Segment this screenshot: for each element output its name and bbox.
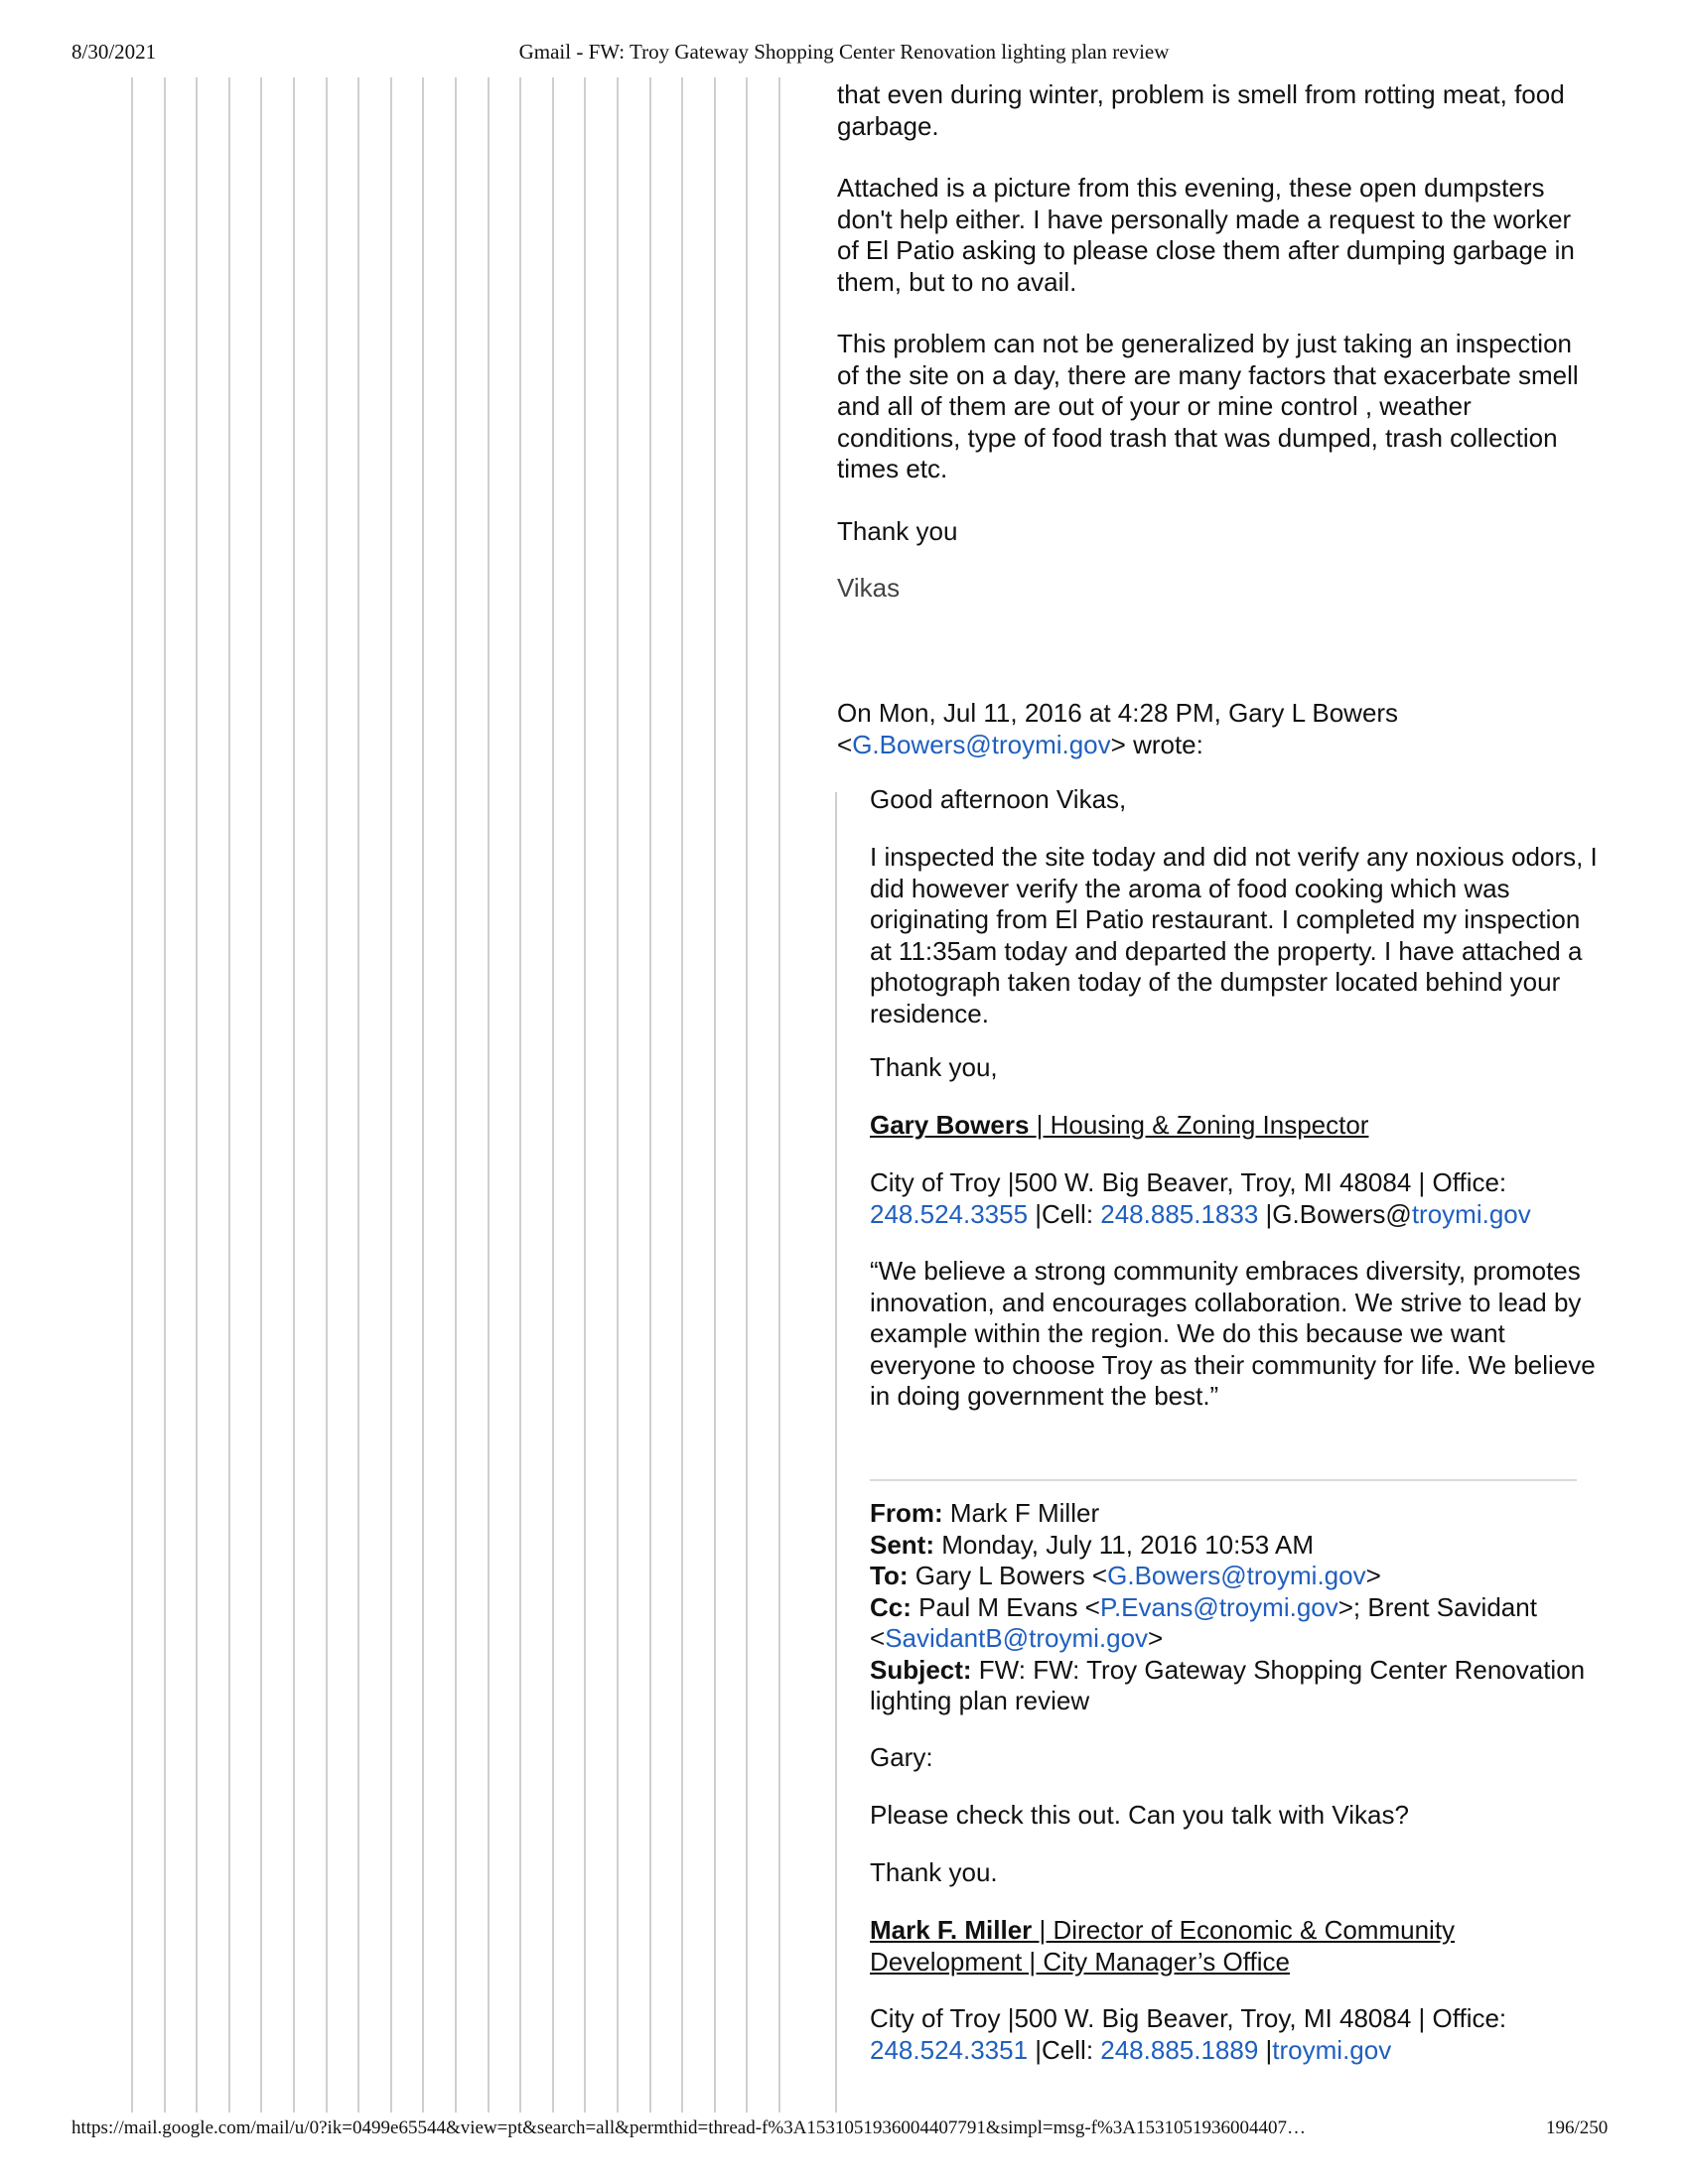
quote-indent-rule [617,77,619,2113]
quote-indent-rule [584,77,586,2113]
quote-indent-rule [293,77,295,2113]
subject-value: FW: FW: Troy Gateway Shopping Center Renovation lighting plan review [870,1654,1586,1715]
quote-indent-rule [326,77,328,2113]
reply-signature: Vikas [837,573,901,603]
quote-indent-rule [552,77,554,2113]
to-value: Gary L Bowers < [908,1561,1108,1590]
bowers-contact [870,1167,1605,1230]
print-page-number: 196/250 [1546,2117,1609,2138]
miller-office-phone-link[interactable]: 248.524.3351 [870,2034,1029,2065]
sent-label: Sent: [870,1529,934,1560]
quote-indent-rule [357,77,359,2113]
from-value: Mark F Miller [942,1498,1100,1528]
forwarded-headers [870,1498,1605,1717]
quote-indent-rule [746,77,748,2113]
quote-indent-rule [196,77,198,2113]
cc-email-link-evans[interactable]: P.Evans@troymi.gov [1099,1591,1338,1622]
miller-body: Please check this out. Can you talk with Vikas? [870,1800,1409,1830]
reply-paragraph-3: This problem can not be generalized by just taking an inspection of the site on a day, there are many factors that exacerbate smell and all of them are out of your or mine control , weather conditions, type of food trash that was dumped, trash collection times etc. [837,329,1579,483]
bowers-signature-name: Gary Bowers [870,1110,1037,1140]
forwarded-from [870,1498,1605,1530]
miller-signature [870,1915,1505,1978]
reply-paragraph-1: that even during winter, problem is smell from rotting meat, food garbage. [837,79,1565,141]
miller-greeting: Gary: [870,1742,933,1772]
cc-label: Cc: [870,1591,912,1622]
quote-attribution-email-link[interactable]: G.Bowers@troymi.gov [852,729,1111,759]
quote-indent-rule [260,77,262,2113]
quote-indent-rule [778,77,780,2113]
quote-indent-rule [649,77,651,2113]
quote-indent-rule [681,77,683,2113]
cc-email-link-savidant[interactable]: SavidantB@troymi.gov [885,1623,1149,1653]
miller-cell-phone-link[interactable]: 248.885.1889 [1100,2034,1259,2065]
forwarded-to [870,1561,1605,1592]
print-url: https://mail.google.com/mail/u/0?ik=0499e65544&view=pt&search=all&permthid=thread-f%3A1531051936004407791&simpl=msg-f%3A1531051936004407… [71,2117,1307,2138]
bowers-cell-label: |Cell: [1028,1198,1101,1229]
miller-address: City of Troy |500 W. Big Beaver, Troy, MI 48084 | Office: [870,2003,1507,2033]
forwarded-subject [870,1655,1605,1717]
bowers-address: City of Troy |500 W. Big Beaver, Troy, MI 48084 | Office: [870,1167,1507,1197]
miller-cell-label: |Cell: [1028,2034,1101,2065]
reply-paragraph-2: Attached is a picture from this evening, these open dumpsters don't help either. I have personally made a request to the worker of El Patio asking to please close them after dumping garbage in them, but to no avail. [837,173,1575,297]
quote-attribution-suffix: > wrote: [1110,729,1203,759]
bowers-signature-title: | Housing & Zoning Inspector [1036,1110,1369,1140]
bowers-office-phone-link[interactable]: 248.524.3355 [870,1198,1029,1229]
forwarded-cc [870,1592,1605,1655]
to-label: To: [870,1561,909,1590]
miller-thanks: Thank you. [870,1857,998,1887]
print-date: 8/30/2021 [71,40,157,64]
miller-contact [870,2003,1605,2066]
reply-thanks: Thank you [837,516,958,546]
miller-site-link[interactable]: troymi.gov [1272,2034,1392,2065]
bowers-greeting: Good afternoon Vikas, [870,784,1127,814]
subject-label: Subject: [870,1654,972,1685]
bowers-motto: “We believe a strong community embraces diversity, promotes innovation, and encourages collaboration. We strive to lead by example within the region. We do this because we want everyone to choose Troy as their community for life. We believe in doing government the best.” [870,1256,1596,1411]
quote-indent-rule [228,77,230,2113]
quote-indent-rule [519,77,521,2113]
cc-end: > [1148,1623,1164,1653]
to-end: > [1365,1561,1381,1590]
bowers-thanks: Thank you, [870,1052,998,1082]
bowers-signature [870,1110,1605,1142]
quote-indent-rule [422,77,424,2113]
miller-site-prefix: | [1258,2034,1273,2065]
message-divider [870,1479,1577,1481]
quote-indent-rule [488,77,490,2113]
quote-indent-rule [390,77,392,2113]
quote-attribution-prefix: On Mon, Jul 11, 2016 at 4:28 PM, Gary L Bowers < [837,698,1399,759]
quote-indent-rule [131,77,133,2113]
to-email-link[interactable]: G.Bowers@troymi.gov [1107,1561,1366,1590]
quote-attribution [837,698,1592,760]
bowers-cell-phone-link[interactable]: 248.885.1833 [1100,1198,1259,1229]
miller-signature-title: | Director of Economic & Community Development | City Manager’s Office [870,1915,1456,1977]
print-title: Gmail - FW: Troy Gateway Shopping Center Renovation lighting plan review [518,40,1170,64]
miller-signature-name: Mark F. Miller [870,1915,1040,1945]
bowers-email-prefix: |G.Bowers@ [1258,1198,1412,1229]
forwarded-sent [870,1530,1605,1562]
inner-quote-rule [835,792,837,2113]
from-label: From: [870,1498,943,1528]
quote-indent-rule [164,77,166,2113]
cc-value: Paul M Evans < [911,1591,1100,1622]
cc-mid: >; Brent Savidant < [870,1591,1537,1653]
quote-indent-rule [455,77,457,2113]
bowers-domain-link[interactable]: troymi.gov [1411,1198,1531,1229]
bowers-body: I inspected the site today and did not verify any noxious odors, I did however verify the aroma of food cooking which was originating from El Patio restaurant. I completed my inspection at 11:35am today and departed the property. I have attached a photograph taken today of the dumpster located behind your residence. [870,842,1598,1028]
quote-indent-rule [714,77,716,2113]
sent-value: Monday, July 11, 2016 10:53 AM [934,1529,1315,1560]
